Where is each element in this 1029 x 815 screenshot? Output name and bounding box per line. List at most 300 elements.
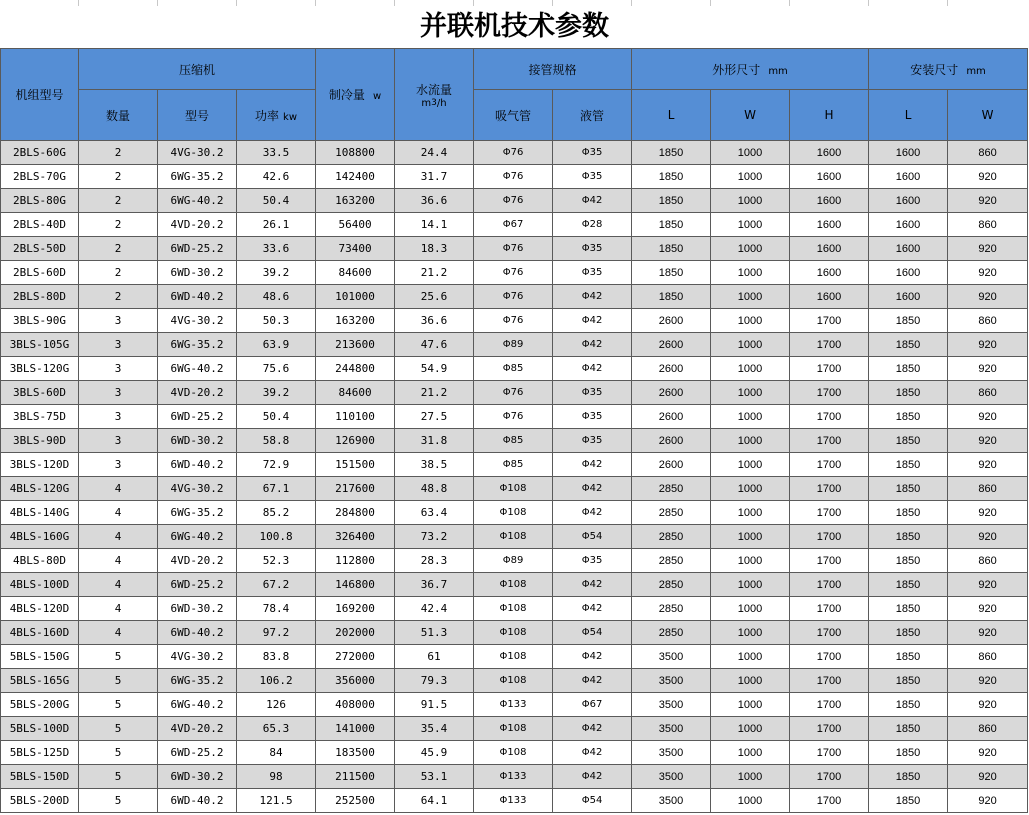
cell-unit-model[interactable]: 3BLS-120G — [1, 357, 79, 381]
cell-install-w[interactable]: 860 — [948, 141, 1028, 165]
cell-install-w[interactable]: 860 — [948, 645, 1028, 669]
cell-water-flow[interactable]: 27.5 — [395, 405, 474, 429]
cell-suction[interactable]: Φ76 — [474, 189, 553, 213]
cell-unit-model[interactable]: 4BLS-120G — [1, 477, 79, 501]
cell-unit-model[interactable]: 4BLS-120D — [1, 597, 79, 621]
cell-model[interactable]: 6WD-30.2 — [158, 597, 237, 621]
cell-qty[interactable]: 2 — [79, 213, 158, 237]
cell-water-flow[interactable]: 48.8 — [395, 477, 474, 501]
cell-water-flow[interactable]: 21.2 — [395, 381, 474, 405]
cell-dim-w[interactable]: 1000 — [711, 141, 790, 165]
cell-unit-model[interactable]: 2BLS-40D — [1, 213, 79, 237]
cell-install-l[interactable]: 1600 — [869, 285, 948, 309]
cell-power[interactable]: 106.2 — [237, 669, 316, 693]
cell-model[interactable]: 6WG-35.2 — [158, 501, 237, 525]
cell-unit-model[interactable]: 3BLS-90G — [1, 309, 79, 333]
cell-cooling[interactable]: 163200 — [316, 189, 395, 213]
cell-liquid[interactable]: Φ54 — [553, 789, 632, 813]
cell-suction[interactable]: Φ108 — [474, 501, 553, 525]
cell-dim-h[interactable]: 1700 — [790, 549, 869, 573]
cell-model[interactable]: 6WD-40.2 — [158, 453, 237, 477]
cell-power[interactable]: 39.2 — [237, 381, 316, 405]
cell-dim-h[interactable]: 1600 — [790, 165, 869, 189]
cell-install-l[interactable]: 1850 — [869, 645, 948, 669]
cell-suction[interactable]: Φ108 — [474, 597, 553, 621]
cell-install-w[interactable]: 860 — [948, 549, 1028, 573]
cell-power[interactable]: 33.6 — [237, 237, 316, 261]
cell-dim-h[interactable]: 1700 — [790, 501, 869, 525]
cell-power[interactable]: 98 — [237, 765, 316, 789]
cell-liquid[interactable]: Φ42 — [553, 741, 632, 765]
cell-dim-l[interactable]: 3500 — [632, 765, 711, 789]
cell-model[interactable]: 6WD-30.2 — [158, 429, 237, 453]
cell-model[interactable]: 6WG-35.2 — [158, 165, 237, 189]
cell-dim-h[interactable]: 1700 — [790, 693, 869, 717]
cell-qty[interactable]: 4 — [79, 525, 158, 549]
cell-suction[interactable]: Φ76 — [474, 381, 553, 405]
cell-model[interactable]: 6WD-40.2 — [158, 789, 237, 813]
cell-water-flow[interactable]: 36.7 — [395, 573, 474, 597]
cell-qty[interactable]: 2 — [79, 189, 158, 213]
cell-model[interactable]: 4VD-20.2 — [158, 717, 237, 741]
cell-cooling[interactable]: 284800 — [316, 501, 395, 525]
cell-power[interactable]: 50.3 — [237, 309, 316, 333]
cell-cooling[interactable]: 169200 — [316, 597, 395, 621]
cell-dim-h[interactable]: 1700 — [790, 789, 869, 813]
cell-power[interactable]: 83.8 — [237, 645, 316, 669]
cell-dim-l[interactable]: 1850 — [632, 189, 711, 213]
cell-dim-w[interactable]: 1000 — [711, 405, 790, 429]
cell-unit-model[interactable]: 3BLS-90D — [1, 429, 79, 453]
cell-model[interactable]: 6WD-25.2 — [158, 741, 237, 765]
header-dim-w[interactable]: W — [711, 90, 790, 141]
cell-liquid[interactable]: Φ42 — [553, 477, 632, 501]
cell-install-w[interactable]: 860 — [948, 717, 1028, 741]
cell-model[interactable]: 6WD-25.2 — [158, 573, 237, 597]
cell-cooling[interactable]: 151500 — [316, 453, 395, 477]
cell-liquid[interactable]: Φ35 — [553, 429, 632, 453]
cell-liquid[interactable]: Φ42 — [553, 597, 632, 621]
cell-cooling[interactable]: 252500 — [316, 789, 395, 813]
cell-dim-h[interactable]: 1700 — [790, 765, 869, 789]
cell-dim-w[interactable]: 1000 — [711, 501, 790, 525]
cell-install-w[interactable]: 860 — [948, 381, 1028, 405]
cell-cooling[interactable]: 146800 — [316, 573, 395, 597]
cell-unit-model[interactable]: 4BLS-160G — [1, 525, 79, 549]
header-install-w[interactable]: W — [948, 90, 1028, 141]
cell-unit-model[interactable]: 4BLS-80D — [1, 549, 79, 573]
cell-dim-w[interactable]: 1000 — [711, 309, 790, 333]
cell-liquid[interactable]: Φ42 — [553, 453, 632, 477]
cell-dim-w[interactable]: 1000 — [711, 573, 790, 597]
cell-dim-h[interactable]: 1700 — [790, 405, 869, 429]
cell-unit-model[interactable]: 5BLS-200G — [1, 693, 79, 717]
cell-cooling[interactable]: 244800 — [316, 357, 395, 381]
cell-power[interactable]: 39.2 — [237, 261, 316, 285]
cell-dim-h[interactable]: 1700 — [790, 621, 869, 645]
cell-suction[interactable]: Φ108 — [474, 741, 553, 765]
cell-model[interactable]: 4VG-30.2 — [158, 645, 237, 669]
cell-cooling[interactable]: 211500 — [316, 765, 395, 789]
cell-install-l[interactable]: 1850 — [869, 669, 948, 693]
cell-unit-model[interactable]: 3BLS-120D — [1, 453, 79, 477]
header-install-l[interactable]: L — [869, 90, 948, 141]
cell-cooling[interactable]: 112800 — [316, 549, 395, 573]
cell-unit-model[interactable]: 5BLS-100D — [1, 717, 79, 741]
cell-unit-model[interactable]: 5BLS-165G — [1, 669, 79, 693]
cell-qty[interactable]: 4 — [79, 597, 158, 621]
cell-unit-model[interactable]: 3BLS-105G — [1, 333, 79, 357]
cell-qty[interactable]: 3 — [79, 357, 158, 381]
cell-dim-l[interactable]: 3500 — [632, 717, 711, 741]
cell-liquid[interactable]: Φ42 — [553, 285, 632, 309]
cell-power[interactable]: 58.8 — [237, 429, 316, 453]
cell-install-w[interactable]: 920 — [948, 237, 1028, 261]
header-suction[interactable]: 吸气管 — [474, 90, 553, 141]
cell-water-flow[interactable]: 25.6 — [395, 285, 474, 309]
cell-dim-w[interactable]: 1000 — [711, 285, 790, 309]
cell-install-l[interactable]: 1850 — [869, 525, 948, 549]
cell-water-flow[interactable]: 54.9 — [395, 357, 474, 381]
cell-model[interactable]: 4VD-20.2 — [158, 381, 237, 405]
header-dim-h[interactable]: H — [790, 90, 869, 141]
cell-liquid[interactable]: Φ67 — [553, 693, 632, 717]
cell-qty[interactable]: 5 — [79, 645, 158, 669]
cell-power[interactable]: 121.5 — [237, 789, 316, 813]
cell-install-l[interactable]: 1600 — [869, 261, 948, 285]
cell-install-w[interactable]: 920 — [948, 261, 1028, 285]
cell-power[interactable]: 65.3 — [237, 717, 316, 741]
cell-power[interactable]: 75.6 — [237, 357, 316, 381]
cell-dim-l[interactable]: 3500 — [632, 645, 711, 669]
cell-dim-h[interactable]: 1700 — [790, 597, 869, 621]
cell-dim-h[interactable]: 1700 — [790, 381, 869, 405]
cell-suction[interactable]: Φ89 — [474, 549, 553, 573]
cell-water-flow[interactable]: 28.3 — [395, 549, 474, 573]
cell-qty[interactable]: 5 — [79, 741, 158, 765]
header-cooling[interactable]: 制冷量 w — [316, 49, 395, 141]
cell-liquid[interactable]: Φ35 — [553, 381, 632, 405]
cell-water-flow[interactable]: 45.9 — [395, 741, 474, 765]
cell-dim-w[interactable]: 1000 — [711, 237, 790, 261]
cell-suction[interactable]: Φ85 — [474, 453, 553, 477]
cell-cooling[interactable]: 101000 — [316, 285, 395, 309]
cell-power[interactable]: 84 — [237, 741, 316, 765]
cell-liquid[interactable]: Φ42 — [553, 645, 632, 669]
cell-unit-model[interactable]: 2BLS-70G — [1, 165, 79, 189]
cell-liquid[interactable]: Φ42 — [553, 717, 632, 741]
cell-qty[interactable]: 3 — [79, 333, 158, 357]
cell-install-l[interactable]: 1850 — [869, 621, 948, 645]
cell-suction[interactable]: Φ108 — [474, 525, 553, 549]
cell-liquid[interactable]: Φ42 — [553, 189, 632, 213]
cell-dim-h[interactable]: 1600 — [790, 189, 869, 213]
cell-qty[interactable]: 3 — [79, 309, 158, 333]
cell-install-w[interactable]: 860 — [948, 213, 1028, 237]
cell-dim-l[interactable]: 2600 — [632, 405, 711, 429]
cell-model[interactable]: 6WG-35.2 — [158, 669, 237, 693]
cell-install-w[interactable]: 920 — [948, 165, 1028, 189]
cell-dim-w[interactable]: 1000 — [711, 621, 790, 645]
cell-dim-w[interactable]: 1000 — [711, 741, 790, 765]
cell-dim-w[interactable]: 1000 — [711, 645, 790, 669]
cell-liquid[interactable]: Φ42 — [553, 333, 632, 357]
cell-install-w[interactable]: 920 — [948, 285, 1028, 309]
cell-water-flow[interactable]: 47.6 — [395, 333, 474, 357]
cell-dim-l[interactable]: 2850 — [632, 525, 711, 549]
cell-qty[interactable]: 4 — [79, 501, 158, 525]
cell-install-l[interactable]: 1850 — [869, 333, 948, 357]
cell-dim-l[interactable]: 1850 — [632, 165, 711, 189]
cell-dim-h[interactable]: 1700 — [790, 573, 869, 597]
header-piping[interactable]: 接管规格 — [474, 49, 632, 90]
header-liquid[interactable]: 液管 — [553, 90, 632, 141]
cell-suction[interactable]: Φ133 — [474, 789, 553, 813]
cell-unit-model[interactable]: 2BLS-60D — [1, 261, 79, 285]
cell-unit-model[interactable]: 4BLS-160D — [1, 621, 79, 645]
cell-dim-l[interactable]: 3500 — [632, 741, 711, 765]
cell-dim-w[interactable]: 1000 — [711, 693, 790, 717]
cell-dim-l[interactable]: 3500 — [632, 669, 711, 693]
cell-power[interactable]: 48.6 — [237, 285, 316, 309]
cell-cooling[interactable]: 217600 — [316, 477, 395, 501]
cell-dim-w[interactable]: 1000 — [711, 381, 790, 405]
cell-power[interactable]: 33.5 — [237, 141, 316, 165]
header-compressor[interactable]: 压缩机 — [79, 49, 316, 90]
cell-dim-l[interactable]: 3500 — [632, 789, 711, 813]
cell-water-flow[interactable]: 38.5 — [395, 453, 474, 477]
cell-install-w[interactable]: 920 — [948, 741, 1028, 765]
cell-power[interactable]: 50.4 — [237, 405, 316, 429]
cell-unit-model[interactable]: 3BLS-60D — [1, 381, 79, 405]
cell-cooling[interactable]: 84600 — [316, 381, 395, 405]
cell-qty[interactable]: 5 — [79, 789, 158, 813]
cell-dim-w[interactable]: 1000 — [711, 165, 790, 189]
cell-dim-l[interactable]: 2850 — [632, 501, 711, 525]
cell-install-w[interactable]: 920 — [948, 525, 1028, 549]
cell-unit-model[interactable]: 2BLS-50D — [1, 237, 79, 261]
cell-suction[interactable]: Φ85 — [474, 429, 553, 453]
cell-install-w[interactable]: 920 — [948, 573, 1028, 597]
cell-install-l[interactable]: 1850 — [869, 429, 948, 453]
cell-install-w[interactable]: 920 — [948, 501, 1028, 525]
cell-water-flow[interactable]: 64.1 — [395, 789, 474, 813]
cell-dim-w[interactable]: 1000 — [711, 333, 790, 357]
cell-dim-w[interactable]: 1000 — [711, 525, 790, 549]
cell-water-flow[interactable]: 31.8 — [395, 429, 474, 453]
cell-water-flow[interactable]: 21.2 — [395, 261, 474, 285]
cell-qty[interactable]: 2 — [79, 261, 158, 285]
cell-dim-h[interactable]: 1700 — [790, 717, 869, 741]
cell-qty[interactable]: 4 — [79, 621, 158, 645]
cell-power[interactable]: 67.1 — [237, 477, 316, 501]
header-dim-l[interactable]: L — [632, 90, 711, 141]
cell-water-flow[interactable]: 35.4 — [395, 717, 474, 741]
cell-dim-w[interactable]: 1000 — [711, 453, 790, 477]
cell-install-l[interactable]: 1850 — [869, 501, 948, 525]
cell-dim-l[interactable]: 1850 — [632, 261, 711, 285]
cell-liquid[interactable]: Φ28 — [553, 213, 632, 237]
cell-dim-h[interactable]: 1700 — [790, 333, 869, 357]
cell-suction[interactable]: Φ76 — [474, 261, 553, 285]
cell-dim-h[interactable]: 1600 — [790, 237, 869, 261]
cell-cooling[interactable]: 213600 — [316, 333, 395, 357]
cell-model[interactable]: 6WG-40.2 — [158, 525, 237, 549]
cell-model[interactable]: 6WG-40.2 — [158, 357, 237, 381]
cell-model[interactable]: 6WD-25.2 — [158, 237, 237, 261]
cell-water-flow[interactable]: 14.1 — [395, 213, 474, 237]
cell-dim-h[interactable]: 1600 — [790, 141, 869, 165]
cell-qty[interactable]: 2 — [79, 141, 158, 165]
cell-cooling[interactable]: 110100 — [316, 405, 395, 429]
cell-install-w[interactable]: 920 — [948, 597, 1028, 621]
cell-cooling[interactable]: 126900 — [316, 429, 395, 453]
cell-dim-h[interactable]: 1600 — [790, 285, 869, 309]
cell-install-l[interactable]: 1850 — [869, 405, 948, 429]
cell-dim-l[interactable]: 2850 — [632, 597, 711, 621]
cell-water-flow[interactable]: 18.3 — [395, 237, 474, 261]
cell-water-flow[interactable]: 53.1 — [395, 765, 474, 789]
cell-unit-model[interactable]: 5BLS-150D — [1, 765, 79, 789]
cell-install-l[interactable]: 1600 — [869, 189, 948, 213]
cell-model[interactable]: 6WD-30.2 — [158, 765, 237, 789]
cell-dim-l[interactable]: 1850 — [632, 237, 711, 261]
cell-power[interactable]: 67.2 — [237, 573, 316, 597]
cell-dim-l[interactable]: 2850 — [632, 573, 711, 597]
cell-install-l[interactable]: 1850 — [869, 309, 948, 333]
cell-suction[interactable]: Φ76 — [474, 141, 553, 165]
cell-suction[interactable]: Φ108 — [474, 621, 553, 645]
cell-water-flow[interactable]: 51.3 — [395, 621, 474, 645]
cell-dim-w[interactable]: 1000 — [711, 669, 790, 693]
cell-install-w[interactable]: 860 — [948, 477, 1028, 501]
cell-install-l[interactable]: 1850 — [869, 477, 948, 501]
cell-install-w[interactable]: 920 — [948, 405, 1028, 429]
cell-suction[interactable]: Φ133 — [474, 765, 553, 789]
cell-install-l[interactable]: 1850 — [869, 597, 948, 621]
cell-power[interactable]: 78.4 — [237, 597, 316, 621]
cell-dim-l[interactable]: 2600 — [632, 309, 711, 333]
cell-dim-l[interactable]: 2600 — [632, 381, 711, 405]
cell-water-flow[interactable]: 73.2 — [395, 525, 474, 549]
cell-water-flow[interactable]: 24.4 — [395, 141, 474, 165]
cell-install-w[interactable]: 920 — [948, 453, 1028, 477]
cell-dim-h[interactable]: 1600 — [790, 261, 869, 285]
cell-install-l[interactable]: 1850 — [869, 789, 948, 813]
cell-suction[interactable]: Φ89 — [474, 333, 553, 357]
cell-power[interactable]: 50.4 — [237, 189, 316, 213]
cell-cooling[interactable]: 408000 — [316, 693, 395, 717]
cell-install-l[interactable]: 1850 — [869, 717, 948, 741]
cell-qty[interactable]: 5 — [79, 765, 158, 789]
cell-dim-w[interactable]: 1000 — [711, 549, 790, 573]
header-dimensions[interactable]: 外形尺寸 mm — [632, 49, 869, 90]
cell-install-w[interactable]: 920 — [948, 693, 1028, 717]
cell-power[interactable]: 126 — [237, 693, 316, 717]
cell-water-flow[interactable]: 36.6 — [395, 309, 474, 333]
cell-suction[interactable]: Φ108 — [474, 477, 553, 501]
cell-dim-h[interactable]: 1700 — [790, 525, 869, 549]
cell-suction[interactable]: Φ108 — [474, 669, 553, 693]
cell-cooling[interactable]: 84600 — [316, 261, 395, 285]
cell-qty[interactable]: 2 — [79, 285, 158, 309]
cell-dim-l[interactable]: 2600 — [632, 357, 711, 381]
header-unit-model[interactable]: 机组型号 — [1, 49, 79, 141]
cell-install-l[interactable]: 1850 — [869, 741, 948, 765]
header-install[interactable]: 安装尺寸 mm — [869, 49, 1028, 90]
cell-dim-l[interactable]: 2600 — [632, 333, 711, 357]
cell-qty[interactable]: 4 — [79, 549, 158, 573]
cell-qty[interactable]: 3 — [79, 453, 158, 477]
cell-qty[interactable]: 3 — [79, 381, 158, 405]
cell-install-w[interactable]: 920 — [948, 357, 1028, 381]
cell-cooling[interactable]: 272000 — [316, 645, 395, 669]
cell-dim-h[interactable]: 1600 — [790, 213, 869, 237]
cell-liquid[interactable]: Φ42 — [553, 573, 632, 597]
cell-qty[interactable]: 5 — [79, 693, 158, 717]
cell-install-l[interactable]: 1600 — [869, 213, 948, 237]
cell-model[interactable]: 6WD-30.2 — [158, 261, 237, 285]
cell-water-flow[interactable]: 63.4 — [395, 501, 474, 525]
cell-qty[interactable]: 4 — [79, 477, 158, 501]
cell-dim-h[interactable]: 1700 — [790, 477, 869, 501]
cell-dim-w[interactable]: 1000 — [711, 765, 790, 789]
cell-install-w[interactable]: 860 — [948, 309, 1028, 333]
cell-unit-model[interactable]: 4BLS-140G — [1, 501, 79, 525]
cell-liquid[interactable]: Φ35 — [553, 141, 632, 165]
cell-water-flow[interactable]: 79.3 — [395, 669, 474, 693]
cell-dim-w[interactable]: 1000 — [711, 477, 790, 501]
cell-install-w[interactable]: 920 — [948, 789, 1028, 813]
cell-dim-l[interactable]: 1850 — [632, 213, 711, 237]
cell-liquid[interactable]: Φ42 — [553, 765, 632, 789]
cell-dim-l[interactable]: 1850 — [632, 285, 711, 309]
cell-cooling[interactable]: 141000 — [316, 717, 395, 741]
cell-power[interactable]: 85.2 — [237, 501, 316, 525]
cell-model[interactable]: 4VD-20.2 — [158, 549, 237, 573]
cell-dim-h[interactable]: 1700 — [790, 357, 869, 381]
cell-suction[interactable]: Φ76 — [474, 285, 553, 309]
cell-dim-l[interactable]: 2600 — [632, 453, 711, 477]
cell-install-l[interactable]: 1850 — [869, 381, 948, 405]
cell-model[interactable]: 6WG-40.2 — [158, 693, 237, 717]
cell-suction[interactable]: Φ76 — [474, 309, 553, 333]
cell-dim-w[interactable]: 1000 — [711, 789, 790, 813]
cell-cooling[interactable]: 142400 — [316, 165, 395, 189]
cell-suction[interactable]: Φ108 — [474, 717, 553, 741]
cell-liquid[interactable]: Φ42 — [553, 357, 632, 381]
cell-dim-w[interactable]: 1000 — [711, 717, 790, 741]
cell-model[interactable]: 4VG-30.2 — [158, 141, 237, 165]
cell-install-l[interactable]: 1850 — [869, 693, 948, 717]
cell-power[interactable]: 26.1 — [237, 213, 316, 237]
cell-liquid[interactable]: Φ54 — [553, 621, 632, 645]
header-model[interactable]: 型号 — [158, 90, 237, 141]
cell-cooling[interactable]: 356000 — [316, 669, 395, 693]
cell-unit-model[interactable]: 2BLS-80G — [1, 189, 79, 213]
cell-cooling[interactable]: 326400 — [316, 525, 395, 549]
cell-qty[interactable]: 3 — [79, 429, 158, 453]
cell-dim-l[interactable]: 3500 — [632, 693, 711, 717]
cell-install-l[interactable]: 1850 — [869, 453, 948, 477]
cell-dim-w[interactable]: 1000 — [711, 597, 790, 621]
cell-dim-w[interactable]: 1000 — [711, 189, 790, 213]
cell-install-w[interactable]: 920 — [948, 765, 1028, 789]
cell-dim-h[interactable]: 1700 — [790, 669, 869, 693]
cell-dim-w[interactable]: 1000 — [711, 429, 790, 453]
cell-qty[interactable]: 2 — [79, 165, 158, 189]
cell-install-l[interactable]: 1600 — [869, 237, 948, 261]
